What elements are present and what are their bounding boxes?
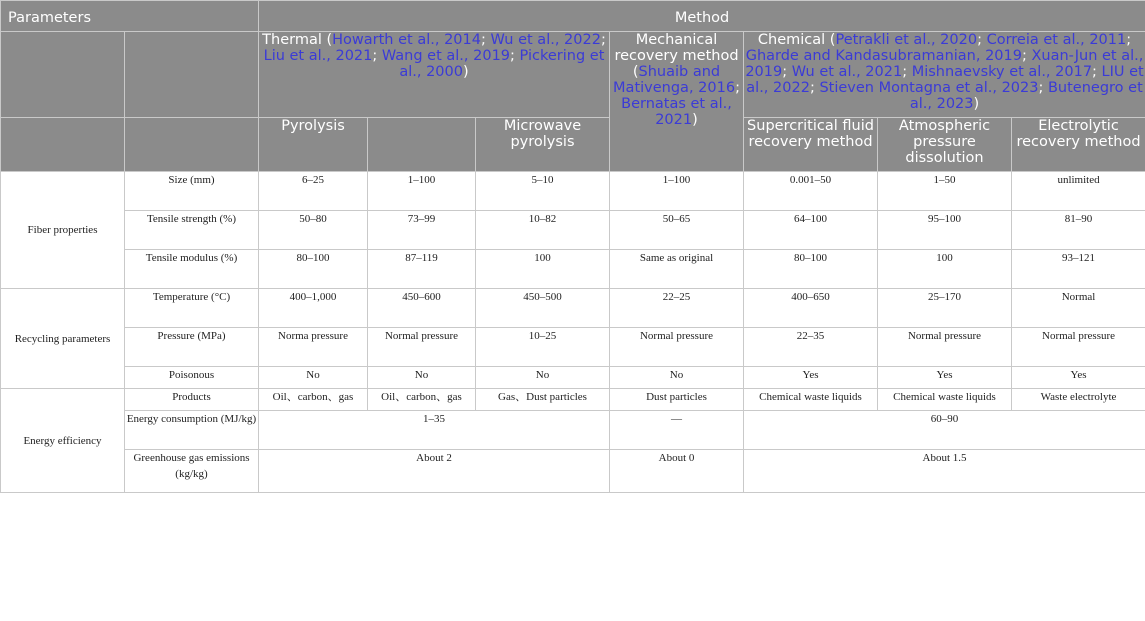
atmospheric-header: Atmospheric pressure dissolution	[878, 118, 1012, 172]
electrolytic-header: Electrolytic recovery method	[1012, 118, 1145, 172]
header-blank-2	[125, 32, 259, 118]
row-label: Poisonous	[125, 367, 259, 389]
cell: 1–50	[878, 172, 1012, 211]
ref-link[interactable]: Mishnaevsky et al., 2017	[911, 64, 1093, 80]
ref-link[interactable]: Liu et al., 2021	[263, 48, 373, 64]
ref-link[interactable]: Gharde and Kandasubramanian, 2019	[745, 48, 1022, 64]
cell: 100	[476, 250, 610, 289]
cell: 81–90	[1012, 211, 1145, 250]
cell: 10–82	[476, 211, 610, 250]
cell: Normal pressure	[368, 328, 476, 367]
row-temperature	[1, 289, 1145, 328]
cell-chemical: About 1.5	[744, 450, 1145, 493]
cell: Yes	[744, 367, 878, 389]
ref-link[interactable]: Correia et al., 2011	[986, 32, 1127, 48]
row-products	[1, 389, 1145, 411]
row-label: Size (mm)	[125, 172, 259, 211]
cell: Same as original	[610, 250, 744, 289]
cell: No	[610, 367, 744, 389]
cell: 22–25	[610, 289, 744, 328]
cell: Chemical waste liquids	[744, 389, 878, 411]
ref-link[interactable]: Howarth et al., 2014	[332, 32, 481, 48]
cell: 1–100	[368, 172, 476, 211]
header-blank-5	[368, 118, 476, 172]
row-tensile-modulus	[1, 250, 1145, 289]
row-label: Energy consumption (MJ/kg)	[125, 411, 259, 450]
cell: 10–25	[476, 328, 610, 367]
cell: 64–100	[744, 211, 878, 250]
cell: 87–119	[368, 250, 476, 289]
cell: unlimited	[1012, 172, 1145, 211]
row-label: Pressure (MPa)	[125, 328, 259, 367]
row-pressure	[1, 328, 1145, 367]
cell: 73–99	[368, 211, 476, 250]
cell: 93–121	[1012, 250, 1145, 289]
cell: Normal pressure	[610, 328, 744, 367]
method-header: Method	[259, 1, 1145, 32]
header-blank-4	[125, 118, 259, 172]
cell: Oil、carbon、gas	[368, 389, 476, 411]
row-label: Tensile modulus (%)	[125, 250, 259, 289]
row-label: Products	[125, 389, 259, 411]
cell: Gas、Dust particles	[476, 389, 610, 411]
row-label: Greenhouse gas emissions (kg/kg)	[125, 450, 259, 493]
cell: 100	[878, 250, 1012, 289]
ref-link[interactable]: Wu et al., 2022	[490, 32, 601, 48]
cell: 5–10	[476, 172, 610, 211]
supercritical-header: Supercritical fluid recovery method	[744, 118, 878, 172]
cell: 22–35	[744, 328, 878, 367]
cell-thermal: 1–35	[259, 411, 610, 450]
cell-mechanical: —	[610, 411, 744, 450]
thermal-header: Thermal (Howarth et al., 2014; Wu et al., 2022; Liu et al., 2021; Wang et al., 2019; Pickering et al., 2000)	[259, 32, 610, 118]
cell: Oil、carbon、gas	[259, 389, 368, 411]
row-label: Tensile strength (%)	[125, 211, 259, 250]
cell: 50–80	[259, 211, 368, 250]
header-blank-1	[1, 32, 125, 118]
ref-link[interactable]: Pickering et al., 2000	[399, 48, 605, 80]
ref-link[interactable]: Shuaib and Mativenga, 2016	[613, 64, 736, 96]
parameters-header: Parameters	[1, 1, 259, 32]
ref-link[interactable]: LIU et al., 2022	[746, 64, 1144, 96]
cell: Yes	[1012, 367, 1145, 389]
cell: Normal	[1012, 289, 1145, 328]
cell: Normal pressure	[878, 328, 1012, 367]
cell: 1–100	[610, 172, 744, 211]
cell: No	[476, 367, 610, 389]
ref-link[interactable]: Petrakli et al., 2020	[835, 32, 978, 48]
group-fiber-properties: Fiber properties	[1, 172, 125, 289]
cell: Dust particles	[610, 389, 744, 411]
cell: 95–100	[878, 211, 1012, 250]
mechanical-header: Mechanical recovery method (Shuaib and Mativenga, 2016; Bernatas et al., 2021)	[610, 32, 744, 172]
cell: Chemical waste liquids	[878, 389, 1012, 411]
cell: 450–500	[476, 289, 610, 328]
row-size	[1, 172, 1145, 211]
row-energy-consumption	[1, 411, 1145, 450]
cell-chemical: 60–90	[744, 411, 1145, 450]
cell: 50–65	[610, 211, 744, 250]
cell-thermal: About 2	[259, 450, 610, 493]
cell: No	[259, 367, 368, 389]
microwave-pyrolysis-header: Microwave pyrolysis	[476, 118, 610, 172]
cell: 450–600	[368, 289, 476, 328]
cell: 400–650	[744, 289, 878, 328]
cell: Yes	[878, 367, 1012, 389]
cell: 80–100	[744, 250, 878, 289]
cell-mechanical: About 0	[610, 450, 744, 493]
row-tensile-strength	[1, 211, 1145, 250]
cell: 6–25	[259, 172, 368, 211]
cell: Norma pressure	[259, 328, 368, 367]
ref-link[interactable]: Stieven Montagna et al., 2023	[819, 80, 1039, 96]
cell: 25–170	[878, 289, 1012, 328]
ref-link[interactable]: Xuan-Jun et al., 2019	[745, 48, 1144, 80]
group-recycling-parameters: Recycling parameters	[1, 289, 125, 389]
cell: 80–100	[259, 250, 368, 289]
cell: Normal pressure	[1012, 328, 1145, 367]
pyrolysis-header: Pyrolysis	[259, 118, 368, 172]
cell: No	[368, 367, 476, 389]
group-energy-efficiency: Energy efficiency	[1, 389, 125, 493]
cell: Waste electrolyte	[1012, 389, 1145, 411]
ref-link[interactable]: Bernatas et al., 2021	[621, 96, 732, 128]
ref-link[interactable]: Butenegro et al., 2023	[909, 80, 1143, 112]
cell: 400–1,000	[259, 289, 368, 328]
row-label: Temperature (°C)	[125, 289, 259, 328]
cell: 0.001–50	[744, 172, 878, 211]
header-blank-3	[1, 118, 125, 172]
ref-link[interactable]: Wang et al., 2019	[381, 48, 511, 64]
row-greenhouse-gas	[1, 450, 1145, 493]
ref-link[interactable]: Wu et al., 2021	[791, 64, 903, 80]
row-poisonous	[1, 367, 1145, 389]
chemical-header: Chemical (Petrakli et al., 2020; Correia et al., 2011; Gharde and Kandasubramanian, 2019; Xuan-Jun et al., 2019; Wu et al., 2021; Mishnaevsky et al., 2017; LIU et al., 2022; Stieven Montagna et al., 2023; Butenegro et al., 2023)	[744, 32, 1145, 118]
